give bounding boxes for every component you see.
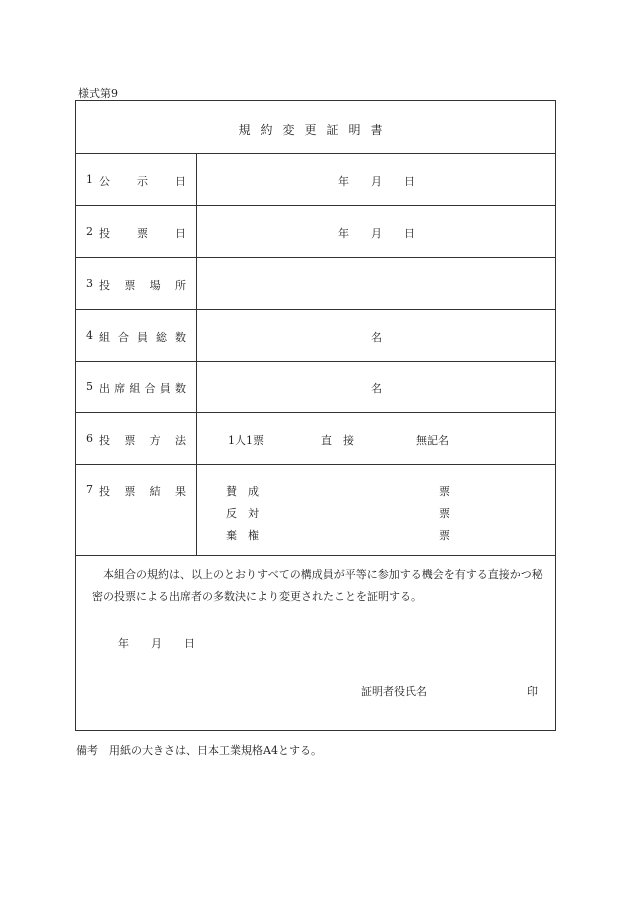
row-label: 投 票 方 法 <box>99 434 186 447</box>
row-label: 出 席 組 合 員 数 <box>99 382 186 395</box>
row-number: 2 <box>86 225 93 238</box>
certificate-form <box>75 100 556 731</box>
row-number: 3 <box>86 277 93 290</box>
row-number: 4 <box>86 329 93 342</box>
certifier-name-label: 証明者役氏名 <box>361 685 427 698</box>
row-label: 投 票 日 <box>99 227 186 240</box>
remark-note: 備考 用紙の大きさは、日本工業規格A4とする。 <box>76 744 322 757</box>
form-title: 規約変更証明書 <box>238 123 393 137</box>
row-number: 1 <box>86 173 93 186</box>
result-against-label: 反 対 <box>226 507 259 520</box>
count-value[interactable]: 名 <box>371 382 382 395</box>
row-number: 6 <box>86 432 93 445</box>
row-divider <box>76 464 555 465</box>
certification-statement: 本組合の規約は、以上のとおりすべての構成員が平等に参加する機会を有する直接かつ秘密の投票による出席者の多数決により変更されたことを証明する。 <box>92 568 543 603</box>
result-for-unit[interactable]: 票 <box>439 485 450 498</box>
row-label: 投 票 場 所 <box>99 279 186 292</box>
row-divider <box>76 412 555 413</box>
row-divider <box>76 205 555 206</box>
row-divider <box>76 309 555 310</box>
count-value[interactable]: 名 <box>371 331 382 344</box>
row-label: 公 示 日 <box>99 175 186 188</box>
result-abstain-label: 棄 権 <box>226 529 259 542</box>
method-direct: 直 接 <box>321 434 354 447</box>
form-number: 様式第9 <box>78 87 118 100</box>
result-against-unit[interactable]: 票 <box>439 507 450 520</box>
seal-mark: 印 <box>527 685 538 698</box>
date-value[interactable]: 年 月 日 <box>338 227 415 240</box>
method-secret: 無記名 <box>416 434 449 447</box>
row-divider <box>76 153 555 154</box>
result-for-label: 賛 成 <box>226 485 259 498</box>
row-divider <box>76 257 555 258</box>
method-one-per-person: 1人1票 <box>228 434 264 447</box>
row-number: 5 <box>86 380 93 393</box>
row-divider <box>76 361 555 362</box>
column-divider <box>196 153 197 555</box>
date-value[interactable]: 年 月 日 <box>338 175 415 188</box>
row-label: 組 合 員 総 数 <box>99 331 186 344</box>
row-label: 投 票 結 果 <box>99 485 186 498</box>
result-abstain-unit[interactable]: 票 <box>439 529 450 542</box>
row-divider <box>76 555 555 556</box>
certification-date[interactable]: 年 月 日 <box>118 637 195 650</box>
row-number: 7 <box>86 483 93 496</box>
